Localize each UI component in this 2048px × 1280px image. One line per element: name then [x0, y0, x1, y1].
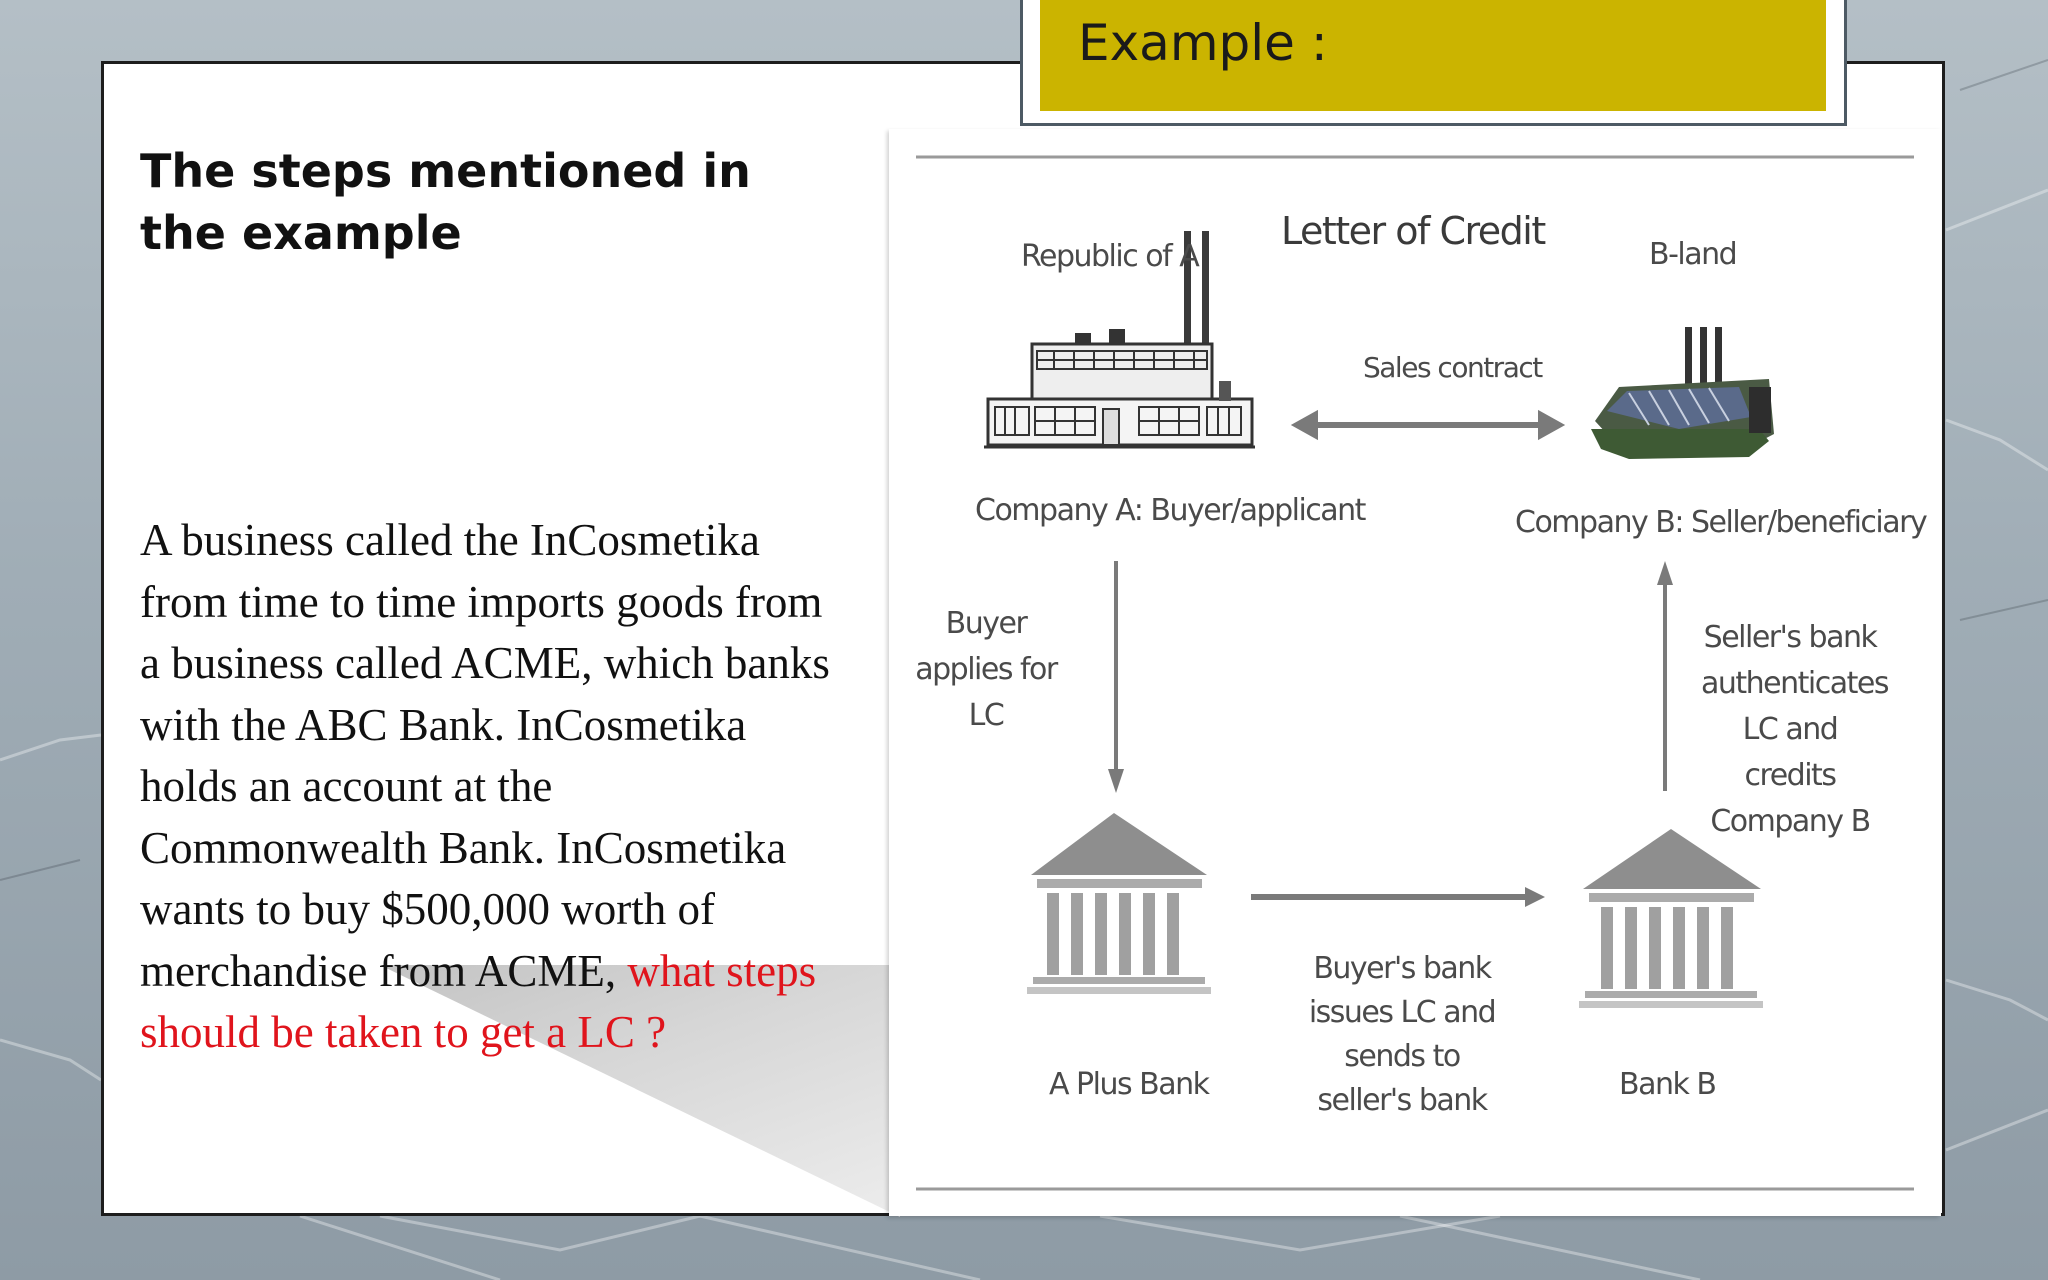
country-a-label: Republic of A [1021, 239, 1199, 274]
sales-contract-arrow [1297, 415, 1559, 435]
company-a-label: Company A: Buyer/applicant [975, 493, 1365, 528]
body-paragraph [140, 510, 840, 1064]
company-b-label: Company B: Seller/beneficiary [1515, 505, 1927, 540]
seller-bank-arrow [1657, 561, 1673, 791]
buyer-applies-label: Buyer applies for LC [915, 606, 1057, 733]
sales-contract-label: Sales contract [1363, 351, 1542, 384]
lc-issue-arrow [1251, 887, 1545, 907]
country-b-label: B-land [1649, 237, 1737, 272]
bank-b-icon [1579, 829, 1763, 1008]
slide-title: Example : [1078, 14, 1328, 72]
factory-b-icon [1591, 327, 1774, 459]
bank-a-icon [1027, 813, 1211, 994]
question-text: what steps should be taken to get a LC ? [140, 945, 817, 1057]
bank-a-label: A Plus Bank [1049, 1067, 1209, 1102]
section-heading: The steps mentioned in the example [140, 144, 751, 260]
diagram-title: Letter of Credit [1281, 209, 1545, 253]
buyers-bank-step-label: Buyer's bank issues LC and sends to seller's bank [1308, 951, 1496, 1118]
bank-b-label: Bank B [1619, 1067, 1716, 1102]
body-text: A business called the InCosmetika from time to time imports goods from a business called ACME, which banks with the ABC Bank. InCosmetika holds an account at the Commonwealth Bank. InCosmetika wants to buy $500,000 worth of merchandise from ACME, [140, 515, 830, 996]
letter-of-credit-diagram [889, 129, 1941, 1216]
sellers-bank-step-label: Seller's bank authenticates LC and credits Company B [1701, 620, 1888, 839]
buyer-applies-arrow [1108, 561, 1124, 793]
